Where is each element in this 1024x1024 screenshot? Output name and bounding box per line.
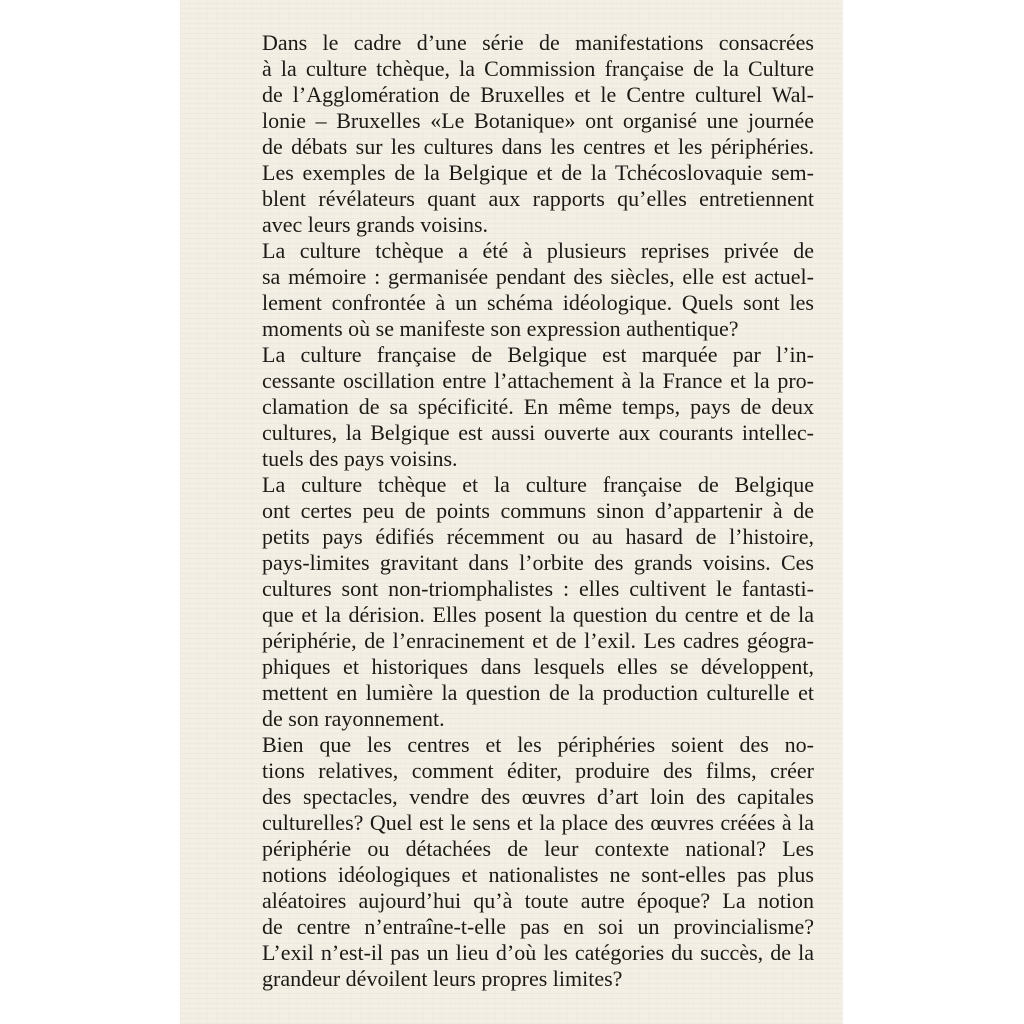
text-line: lement confrontée à un schéma idéologique. Quels sont les <box>262 290 814 315</box>
text-line: avec leurs grands voisins. <box>262 212 489 237</box>
text-line: de centre n’entraîne-t-elle pas en soi un provincialisme? <box>262 914 814 939</box>
text-line: blent révélateurs quant aux rapports qu’elles entretiennent <box>262 186 814 211</box>
text-line: mettent en lumière la question de la production culturelle et <box>262 680 814 705</box>
text-line: clamation de sa spécificité. En même temps, pays de deux <box>262 394 814 419</box>
text-line: La culture française de Belgique est marquée par l’in- <box>262 342 814 367</box>
text-line: sa mémoire : germanisée pendant des siècles, elle est actuel- <box>262 264 814 289</box>
text-line: ont certes peu de points communs sinon d’appartenir à de <box>262 498 814 523</box>
text-line: culturelles? Quel est le sens et la place des œuvres créées à la <box>262 810 814 835</box>
text-line: La culture tchèque et la culture française de Belgique <box>262 472 814 497</box>
paragraph-1 <box>210 30 814 238</box>
text-line: de son rayonnement. <box>262 706 445 731</box>
text-line: que et la dérision. Elles posent la question du centre et de la <box>262 602 814 627</box>
text-line: pays-limites gravitant dans l’orbite des grands voisins. Ces <box>262 550 814 575</box>
text-line: cessante oscillation entre l’attachement à la France et la pro- <box>262 368 814 393</box>
text-line: périphérie ou détachées de leur contexte national? Les <box>262 836 814 861</box>
text-line: notions idéologiques et nationalistes ne sont-elles pas plus <box>262 862 814 887</box>
text-line: tuels des pays voisins. <box>262 446 458 471</box>
text-line: Les exemples de la Belgique et de la Tchécoslovaquie sem- <box>262 160 814 185</box>
text-line: La culture tchèque a été à plusieurs reprises privée de <box>262 238 814 263</box>
text-line: petits pays édifiés récemment ou au hasard de l’histoire, <box>262 524 814 549</box>
text-line: de débats sur les cultures dans les centres et les périphéries. <box>262 134 814 159</box>
text-line: tions relatives, comment éditer, produire des films, créer <box>262 758 814 783</box>
text-line: périphérie, de l’enracinement et de l’exil. Les cadres géogra- <box>262 628 814 653</box>
paragraph-4 <box>210 472 814 732</box>
text-line: aléatoires aujourd’hui qu’à toute autre époque? La notion <box>262 888 814 913</box>
text-line: grandeur dévoilent leurs propres limites? <box>262 966 623 991</box>
text-line: des spectacles, vendre des œuvres d’art loin des capitales <box>262 784 814 809</box>
document-body <box>210 30 814 992</box>
text-line: Bien que les centres et les périphéries soient des no- <box>262 732 814 757</box>
text-line: L’exil n’est-il pas un lieu d’où les catégories du succès, de la <box>262 940 814 965</box>
text-line: Dans le cadre d’une série de manifestations consacrées <box>262 30 814 55</box>
text-line: de l’Agglomération de Bruxelles et le Centre culturel Wal- <box>262 82 814 107</box>
text-line: à la culture tchèque, la Commission française de la Culture <box>262 56 814 81</box>
text-line: phiques et historiques dans lesquels elles se développent, <box>262 654 814 679</box>
text-line: cultures, la Belgique est aussi ouverte aux courants intellec- <box>262 420 814 445</box>
paragraph-2 <box>210 238 814 342</box>
text-line: lonie – Bruxelles «Le Botanique» ont organisé une journée <box>262 108 814 133</box>
paragraph-5 <box>210 732 814 992</box>
paragraph-3 <box>210 342 814 472</box>
text-line: moments où se manifeste son expression authentique? <box>262 316 739 341</box>
text-line: cultures sont non-triomphalistes : elles cultivent le fantasti- <box>262 576 814 601</box>
